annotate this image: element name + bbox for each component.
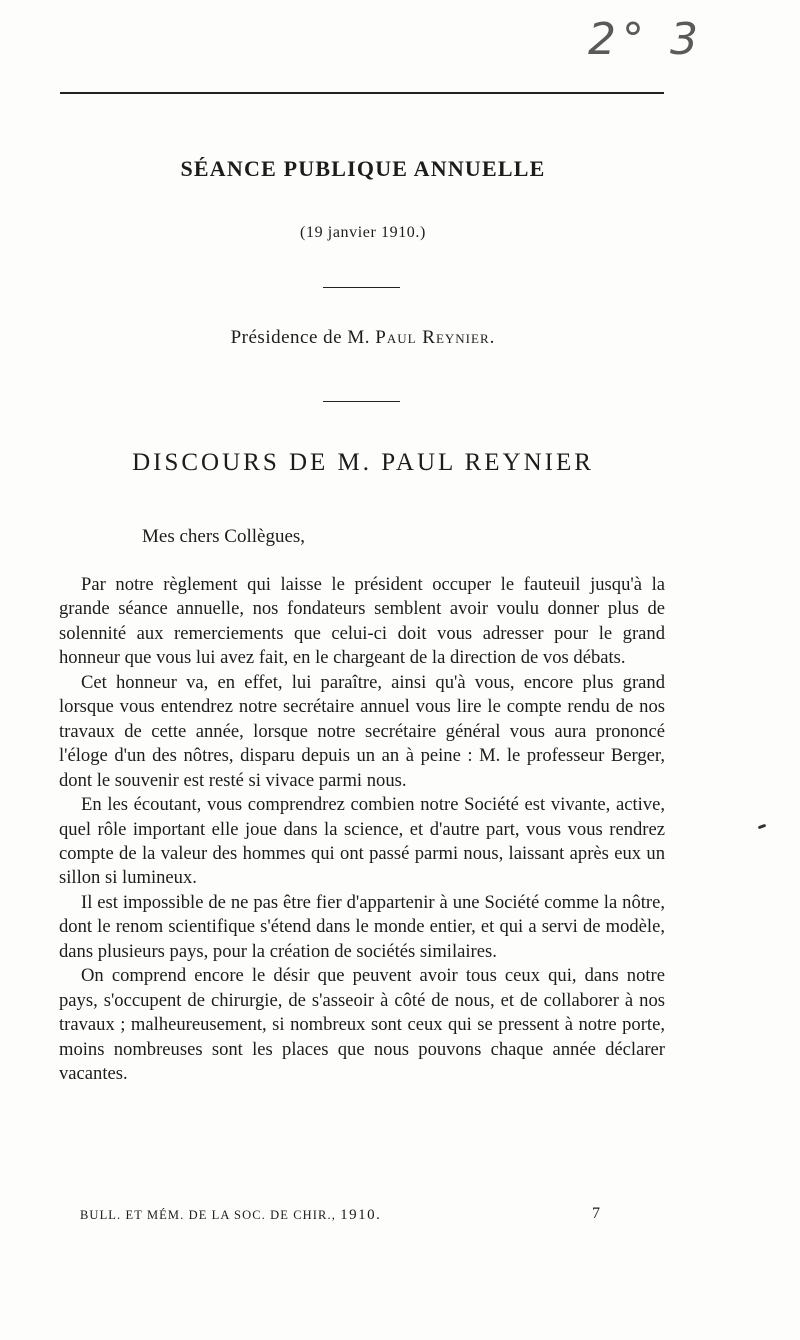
paragraph: On comprend encore le désir que peuvent avoir tous ceux qui, dans notre pays, s'occupent de chirurgie, de s'asseoir à côté de nous, et de collaborer à nos travaux ; malheureusement, si nombreux sont ceux qui se pressent à notre porte, moins nombreuses sont les places que nous pouvons chaque année déclarer vacantes. <box>59 965 665 1085</box>
session-date: (19 janvier 1910.) <box>300 224 426 241</box>
handwritten-mark: 2° 3 <box>588 14 704 65</box>
section-title: SÉANCE PUBLIQUE ANNUELLE <box>180 156 546 181</box>
ink-speck <box>758 824 767 830</box>
divider-rule <box>323 287 400 288</box>
paragraph: Il est impossible de ne pas être fier d'appartenir à une Société comme la nôtre, dont le renom scientifique s'étend dans le monde entier, et qui a servi de modèle, dans plusieurs pays, pour la création de sociétés similaires. <box>59 891 665 962</box>
divider-rule <box>323 401 400 402</box>
presidence-line <box>0 327 726 349</box>
footer-year: 1910. <box>340 1207 382 1223</box>
president-name: Paul Reynier. <box>375 327 496 348</box>
footer-citation <box>80 1207 381 1224</box>
top-rule <box>60 92 664 94</box>
presidence-prefix: Présidence de M. <box>230 327 376 348</box>
body-text <box>59 573 665 1087</box>
discours-title: DISCOURS DE M. PAUL REYNIER <box>132 449 594 476</box>
paragraph: Cet honneur va, en effet, lui paraître, ainsi qu'à vous, encore plus grand lorsque vous entendrez notre secrétaire annuel vous lire le compte rendu de nos travaux de cette année, lorsque notre secrétaire général vous aura prononcé l'éloge d'un des nôtres, disparu depuis un an à peine : M. le professeur Berger, dont le souvenir est resté si vivace parmi nous. <box>59 671 665 791</box>
footer-journal: BULL. ET MÉM. DE LA SOC. DE CHIR., <box>80 1208 341 1222</box>
page-number: 7 <box>592 1205 600 1222</box>
salutation: Mes chers Collègues, <box>142 526 306 547</box>
paragraph: En les écoutant, vous comprendrez combien notre Société est vivante, active, quel rôle important elle joue dans la science, et d'autre part, vous vous rendrez compte de la valeur des hommes qui ont passé parmi nous, laissant après eux un sillon si lumineux. <box>59 794 665 889</box>
paragraph: Par notre règlement qui laisse le président occuper le fauteuil jusqu'à la grande séance annuelle, nos fondateurs semblent avoir voulu donner plus de solennité aux remerciements que celui-ci doit vous adresser pour le grand honneur que vous lui avez fait, en le chargeant de la direction de vos débats. <box>59 574 665 669</box>
